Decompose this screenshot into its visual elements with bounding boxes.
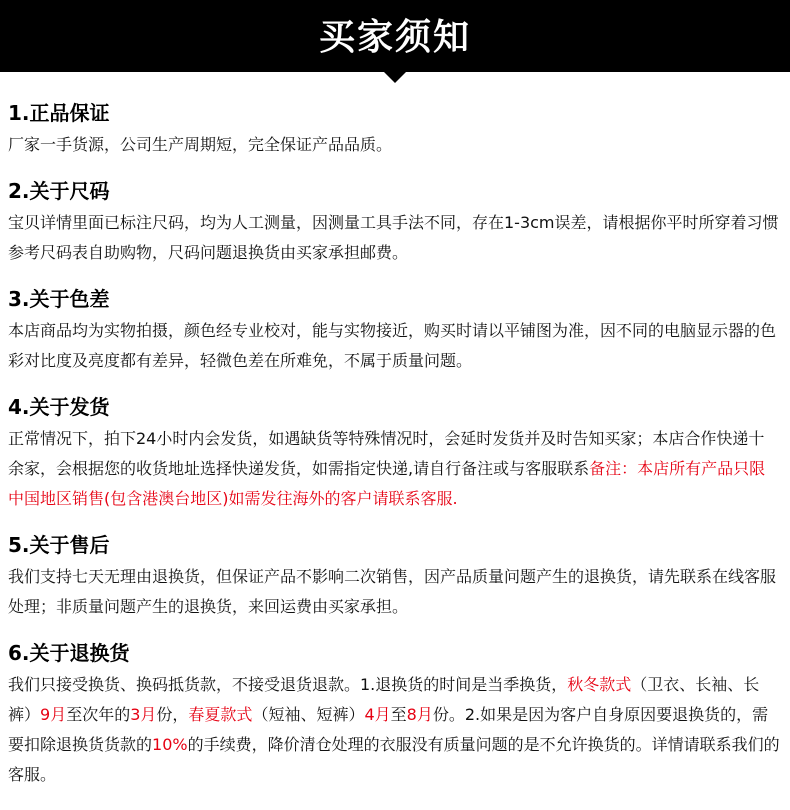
section-returns xyxy=(8,636,780,790)
section-color xyxy=(8,282,780,376)
fee-percent: 10% xyxy=(152,735,188,754)
returns-text: 至次年的 xyxy=(66,705,131,724)
returns-text: 至 xyxy=(390,705,407,724)
section-title: 3.关于色差 xyxy=(8,287,110,311)
header-notch xyxy=(384,72,406,83)
section-title: 4.关于发货 xyxy=(8,395,110,419)
returns-text: （卫衣、长袖、长裤） xyxy=(8,675,760,724)
section-title: 2.关于尺码 xyxy=(8,179,110,203)
returns-text: 我们只接受换货、换码抵货款，不接受退货退款。1.退换货的时间是当季换货， xyxy=(8,675,568,694)
page-title: 买家须知 xyxy=(318,16,471,58)
returns-text: 份， xyxy=(156,705,189,724)
month-highlight: 8月 xyxy=(406,705,433,724)
returns-text: 份。2.如果是因为客户自身原因要退换货的，需要扣除退换货货款的 xyxy=(8,705,769,754)
section-body xyxy=(8,424,780,514)
section-body xyxy=(8,670,780,790)
autumn-winter-label: 秋冬款式 xyxy=(567,675,632,694)
returns-text: （短袖、短裤） xyxy=(252,705,365,724)
month-highlight: 3月 xyxy=(130,705,157,724)
notice-content xyxy=(0,72,790,790)
section-body: 我们支持七天无理由退换货，但保证产品不影响二次销售，因产品质量问题产生的退换货，请先联系在线客服处理；非质量问题产生的退换货，来回运费由买家承担。 xyxy=(8,567,777,616)
section-authentic xyxy=(8,96,780,160)
section-title: 6.关于退换货 xyxy=(8,641,130,665)
shipping-text: 正常情况下，拍下24小时内会发货，如遇缺货等特殊情况时，会延时发货并及时告知买家；本店合作快递十余家，会根据您的收货地址选择快递发货，如需指定快递,请自行备注或与客服联系 xyxy=(8,429,765,478)
section-shipping xyxy=(8,390,780,514)
section-body: 本店商品均为实物拍摄，颜色经专业校对，能与实物接近，购买时请以平铺图为准，因不同的电脑显示器的色彩对比度及亮度都有差异，轻微色差在所难免，不属于质量问题。 xyxy=(8,321,777,370)
shipping-note: 备注：本店所有产品只限中国地区销售(包含港澳台地区)如需发往海外的客户请联系客服. xyxy=(8,459,766,508)
header-banner xyxy=(0,0,790,72)
section-size xyxy=(8,174,780,268)
section-title: 5.关于售后 xyxy=(8,533,110,557)
section-body: 厂家一手货源，公司生产周期短，完全保证产品品质。 xyxy=(8,135,393,154)
month-highlight: 9月 xyxy=(40,705,67,724)
returns-text: 的手续费，降价清仓处理的衣服没有质量问题的是不允许换货的。详情请联系我们的客服。 xyxy=(8,735,780,784)
month-highlight: 4月 xyxy=(364,705,391,724)
section-body: 宝贝详情里面已标注尺码，均为人工测量，因测量工具手法不同，存在1-3cm误差，请根据你平时所穿着习惯参考尺码表自助购物，尺码问题退换货由买家承担邮费。 xyxy=(8,213,779,262)
spring-summer-label: 春夏款式 xyxy=(188,705,253,724)
section-after-sales xyxy=(8,528,780,622)
section-title: 1.正品保证 xyxy=(8,101,110,125)
